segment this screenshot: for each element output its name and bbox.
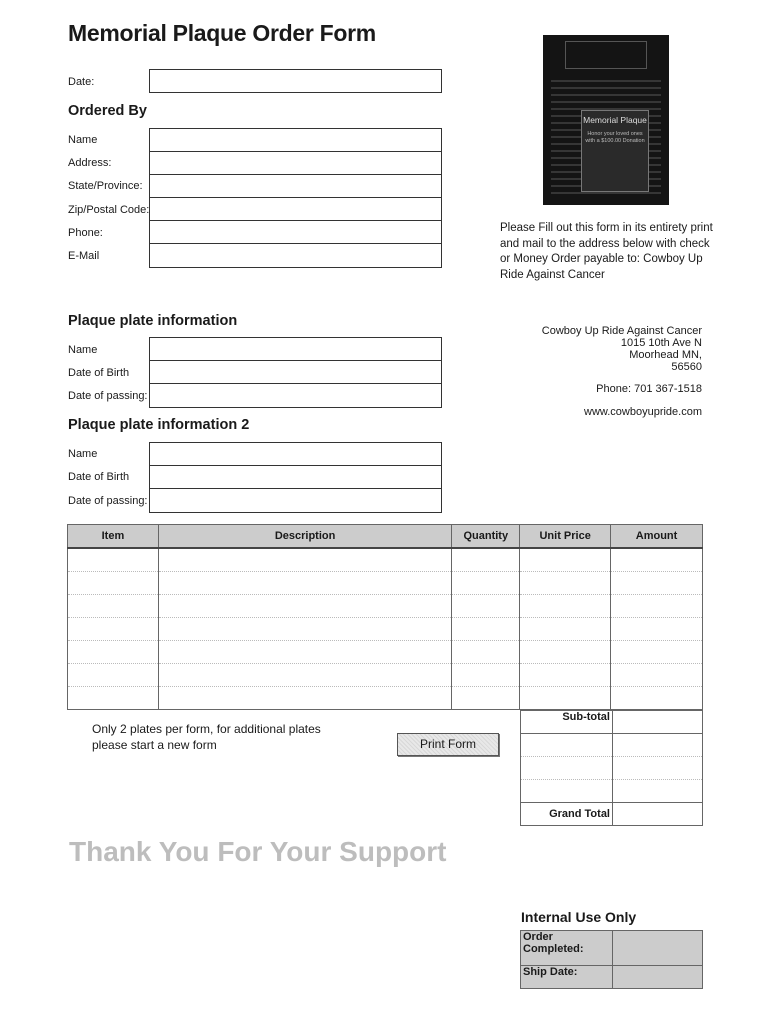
address-input[interactable] <box>150 152 441 175</box>
plate2-name-label: Name <box>68 448 98 460</box>
table-row <box>68 687 703 710</box>
plate2-dop-label: Date of passing: <box>68 495 148 507</box>
plate1-dop-label: Date of passing: <box>68 390 148 402</box>
address-block <box>542 325 702 373</box>
col-item: Item <box>68 525 159 549</box>
table-row <box>68 572 703 595</box>
order-completed-value[interactable] <box>613 931 703 966</box>
plate2-dob-label: Date of Birth <box>68 471 130 483</box>
plaque-card <box>581 110 649 192</box>
plates-note: Only 2 plates per form, for additional plates please start a new form <box>92 722 321 752</box>
col-amount: Amount <box>611 525 703 549</box>
ordered-by-address-label: Address: <box>68 157 112 169</box>
phone-input[interactable] <box>150 221 441 244</box>
address-phone: Phone: 701 367-1518 <box>596 383 702 395</box>
grand-total-value[interactable] <box>613 803 703 826</box>
ship-date-label: Ship Date: <box>521 966 613 989</box>
instructions-text: Please Fill out this form in its entirety print and mail to the address below with check or Money Order payable to: Cowboy Up Ride Against Cancer <box>500 222 713 281</box>
print-form-button[interactable]: Print Form <box>397 733 499 756</box>
table-row <box>68 548 703 572</box>
internal-use-table <box>520 930 703 989</box>
address-street: 1015 10th Ave N <box>620 337 702 349</box>
plate1-heading: Plaque plate information <box>68 313 238 329</box>
plaque-card-heading: Memorial Plaque <box>583 115 647 125</box>
col-quantity: Quantity <box>452 525 520 549</box>
ordered-by-phone-label: Phone: <box>68 227 103 239</box>
plate2-name-input[interactable] <box>150 443 441 466</box>
tax-value[interactable] <box>613 734 703 757</box>
col-description: Description <box>158 525 451 549</box>
subtotal-label: Sub-total <box>521 711 613 734</box>
date-input[interactable] <box>149 69 442 93</box>
plate2-fields <box>149 442 442 513</box>
shipping-value[interactable] <box>613 757 703 780</box>
plate1-dob-input[interactable] <box>150 361 441 384</box>
plate1-dob-label: Date of Birth <box>68 367 130 379</box>
other-value[interactable] <box>613 780 703 803</box>
address-zip: 56560 <box>671 361 702 373</box>
ordered-by-email-label: E-Mail <box>68 250 100 262</box>
plaque-image <box>543 35 669 205</box>
ordered-by-heading: Ordered By <box>68 103 147 119</box>
plate2-dop-input[interactable] <box>150 489 441 512</box>
ship-date-value[interactable] <box>613 966 703 989</box>
plaque-top-plate <box>565 41 647 69</box>
totals-table <box>520 710 703 826</box>
name-input[interactable] <box>150 129 441 152</box>
plate2-heading: Plaque plate information 2 <box>68 417 250 433</box>
table-row <box>68 641 703 664</box>
subtotal-value[interactable] <box>613 711 703 734</box>
plate2-dob-input[interactable] <box>150 466 441 489</box>
internal-use-heading: Internal Use Only <box>521 909 637 925</box>
ordered-by-state-label: State/Province: <box>68 180 143 192</box>
zip-input[interactable] <box>150 198 441 221</box>
plate1-name-input[interactable] <box>150 338 441 361</box>
ordered-by-name-label: Name <box>68 134 98 146</box>
ordered-by-zip-label: Zip/Postal Code: <box>68 204 150 216</box>
order-completed-label: Order Completed: <box>521 931 613 966</box>
col-unit-price: Unit Price <box>520 525 611 549</box>
thanks-message: Thank You For Your Support <box>69 836 447 867</box>
address-web: www.cowboyupride.com <box>584 406 702 418</box>
plate1-name-label: Name <box>68 344 98 356</box>
plate1-fields <box>149 337 442 408</box>
table-row <box>68 618 703 641</box>
plaque-card-subtext: Honor your loved ones with a $100.00 Donation <box>585 131 645 144</box>
address-city: Moorhead MN, <box>629 349 702 361</box>
items-table <box>67 524 703 710</box>
grand-total-label: Grand Total <box>521 803 613 826</box>
table-row <box>68 664 703 687</box>
ordered-by-fields <box>149 128 442 268</box>
email-input[interactable] <box>150 244 441 267</box>
plate1-dop-input[interactable] <box>150 384 441 407</box>
form-title: Memorial Plaque Order Form <box>68 20 376 46</box>
state-input[interactable] <box>150 175 441 198</box>
table-row <box>68 595 703 618</box>
date-label: Date: <box>68 76 95 88</box>
address-org: Cowboy Up Ride Against Cancer <box>541 325 702 337</box>
